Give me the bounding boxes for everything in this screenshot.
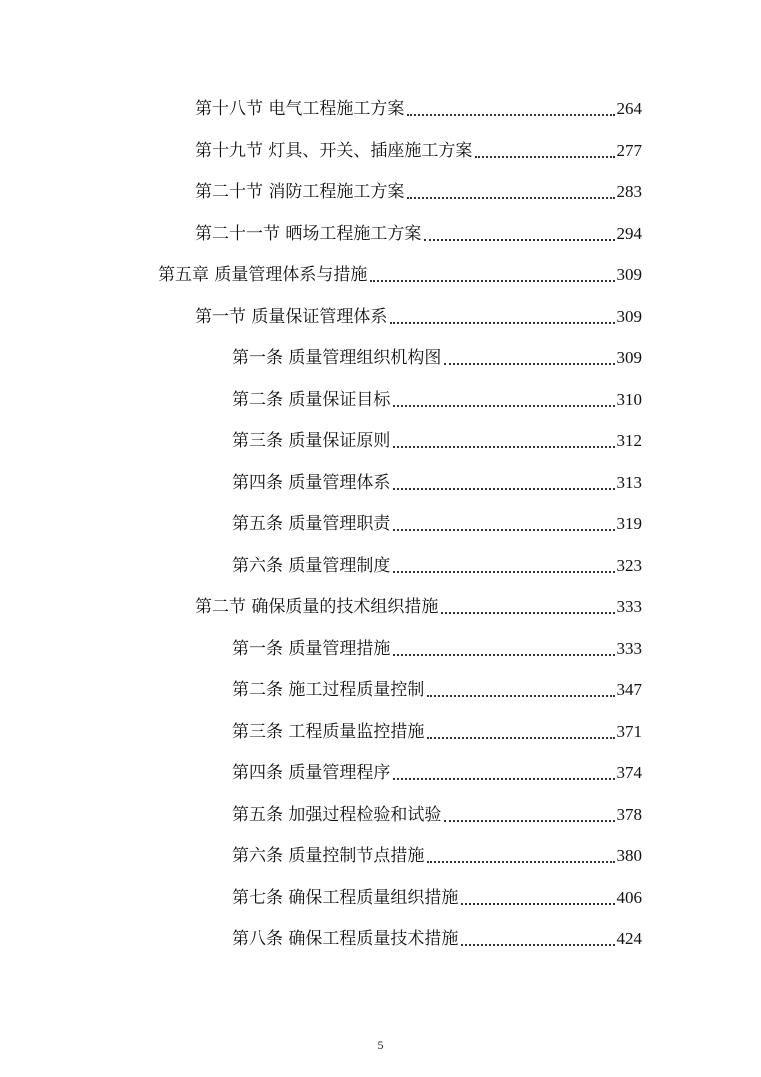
toc-entry[interactable]: [195, 220, 642, 248]
toc-entry[interactable]: [195, 593, 642, 621]
toc-leader-dots: [393, 446, 614, 448]
toc-entry-page: 424: [616, 929, 642, 948]
toc-entry-page: 309: [616, 265, 642, 284]
toc-entry-page: 283: [616, 182, 642, 201]
toc-entry[interactable]: [232, 510, 642, 538]
toc-entry-page: 309: [616, 348, 642, 367]
toc-entry-chapter[interactable]: [158, 261, 642, 289]
toc-entry-title: 第七条 确保工程质量组织措施: [232, 888, 459, 908]
toc-entry-page: 310: [616, 390, 642, 409]
toc-entry-title: 第五章 质量管理体系与措施: [158, 265, 368, 285]
toc-entry[interactable]: [232, 884, 642, 912]
toc-entry-title: 第六条 质量管理制度: [232, 556, 391, 576]
toc-entry-title: 第四条 质量管理程序: [232, 763, 391, 783]
toc-entry[interactable]: [232, 386, 642, 414]
toc-entry[interactable]: [232, 801, 642, 829]
toc-leader-dots: [370, 280, 614, 282]
toc-entry[interactable]: [232, 718, 642, 746]
toc-leader-dots: [393, 571, 614, 573]
toc-entry-page: 333: [616, 639, 642, 658]
toc-entry[interactable]: [232, 427, 642, 455]
toc-entry-page: 294: [616, 224, 642, 243]
toc-entry[interactable]: [232, 344, 642, 372]
toc-leader-dots: [393, 529, 614, 531]
toc-entry-page: 313: [616, 473, 642, 492]
toc-entry[interactable]: [195, 137, 642, 165]
toc-entry-title: 第一条 质量管理措施: [232, 639, 391, 659]
toc-leader-dots: [407, 197, 614, 199]
toc-entry[interactable]: [232, 635, 642, 663]
toc-entry-title: 第十九节 灯具、开关、插座施工方案: [195, 141, 473, 161]
toc-leader-dots: [424, 239, 614, 241]
toc-entry-page: 264: [616, 99, 642, 118]
toc-entry-title: 第五条 质量管理职责: [232, 514, 391, 534]
toc-entry-title: 第四条 质量管理体系: [232, 473, 391, 493]
toc-entry-page: 371: [616, 722, 642, 741]
toc-leader-dots: [427, 737, 614, 739]
toc-leader-dots: [393, 654, 614, 656]
toc-entry-title: 第二十一节 晒场工程施工方案: [195, 224, 422, 244]
toc-entry[interactable]: [195, 95, 642, 123]
toc-entry-title: 第八条 确保工程质量技术措施: [232, 929, 459, 949]
toc-leader-dots: [461, 944, 614, 946]
toc-leader-dots: [390, 322, 614, 324]
toc-entry[interactable]: [195, 178, 642, 206]
toc-entry-title: 第三条 工程质量监控措施: [232, 722, 425, 742]
toc-entry-title: 第五条 加强过程检验和试验: [232, 805, 442, 825]
toc-entry-page: 374: [616, 763, 642, 782]
toc-entry[interactable]: [232, 925, 642, 953]
toc-entry-page: 309: [616, 307, 642, 326]
toc-entry-title: 第六条 质量控制节点措施: [232, 846, 425, 866]
toc-entry-title: 第二十节 消防工程施工方案: [195, 182, 405, 202]
toc-entry-page: 378: [616, 805, 642, 824]
toc-leader-dots: [407, 114, 614, 116]
toc-entry-page: 380: [616, 846, 642, 865]
page-number: 5: [377, 1038, 384, 1052]
toc-leader-dots: [461, 903, 614, 905]
toc-leader-dots: [393, 405, 614, 407]
toc-leader-dots: [427, 695, 614, 697]
toc-entry[interactable]: [232, 469, 642, 497]
toc-entry-title: 第二条 施工过程质量控制: [232, 680, 425, 700]
toc-leader-dots: [441, 612, 614, 614]
toc-entry-page: 277: [616, 141, 642, 160]
toc-leader-dots: [393, 488, 614, 490]
toc-leader-dots: [427, 861, 614, 863]
toc-leader-dots: [444, 363, 614, 365]
toc-entry[interactable]: [232, 759, 642, 787]
toc-leader-dots: [393, 778, 614, 780]
toc-entry-title: 第三条 质量保证原则: [232, 431, 391, 451]
toc-leader-dots: [444, 820, 614, 822]
toc-entry-title: 第二节 确保质量的技术组织措施: [195, 597, 439, 617]
toc-entry-page: 406: [616, 888, 642, 907]
toc-entry-page: 323: [616, 556, 642, 575]
toc-entry-title: 第一节 质量保证管理体系: [195, 307, 388, 327]
toc-entry-title: 第二条 质量保证目标: [232, 390, 391, 410]
toc-entry[interactable]: [232, 552, 642, 580]
toc-entry-page: 312: [616, 431, 642, 450]
toc-entry[interactable]: [232, 676, 642, 704]
toc-entry-page: 333: [616, 597, 642, 616]
toc-leader-dots: [475, 156, 614, 158]
toc-entry-page: 347: [616, 680, 642, 699]
toc-entry[interactable]: [195, 303, 642, 331]
toc-entry-page: 319: [616, 514, 642, 533]
toc-entry[interactable]: [232, 842, 642, 870]
toc-entry-title: 第十八节 电气工程施工方案: [195, 99, 405, 119]
toc-entry-title: 第一条 质量管理组织机构图: [232, 348, 442, 368]
